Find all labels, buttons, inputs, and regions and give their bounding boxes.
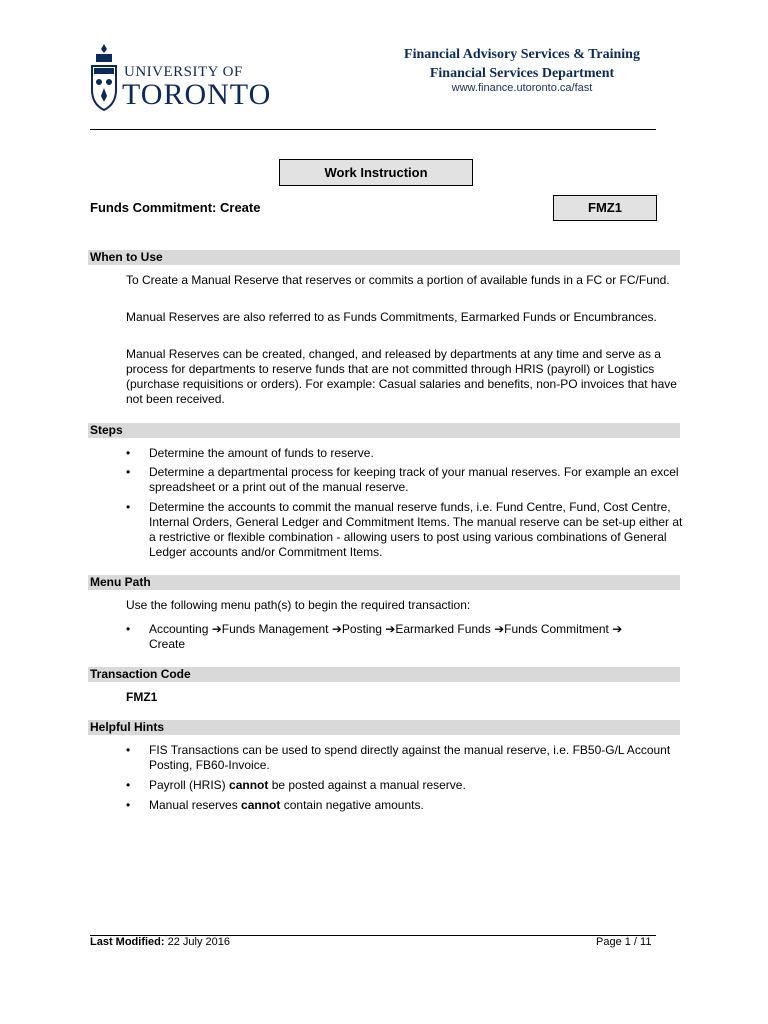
header-department: Financial Services Department <box>429 66 615 81</box>
page-number: Page 1 / 11 <box>596 936 652 948</box>
hint-text: be posted against a manual reserve. <box>268 778 466 792</box>
when-to-use-para-1: To Create a Manual Reserve that reserves or commits a portion of available funds in a FC or FC/Fund. <box>126 273 670 287</box>
arrow-right-icon: ➔ <box>612 622 623 636</box>
step-item: Determine a departmental process for keeping track of your manual reserves. For example an excel spreadsheet or a print out of the manual reserve. <box>149 465 679 494</box>
transaction-code-value: FMZ1 <box>126 690 158 704</box>
header-divider <box>90 129 656 130</box>
menu-path-step: Posting <box>341 622 382 636</box>
menu-path-step: Create <box>149 637 186 651</box>
last-modified <box>90 936 230 948</box>
section-when-to-use: When to Use <box>88 250 680 265</box>
menu-path-step: Accounting <box>149 622 209 636</box>
work-instruction-label: Work Instruction <box>279 159 473 186</box>
step-item: Determine the amount of funds to reserve. <box>149 446 374 460</box>
hint-emphasis: cannot <box>229 778 269 792</box>
section-transaction-code: Transaction Code <box>88 667 680 682</box>
menu-path-step: Funds Commitment <box>504 622 609 636</box>
last-modified-value: 22 July 2016 <box>167 936 231 948</box>
bullet-icon: • <box>126 622 131 636</box>
menu-path-intro: Use the following menu path(s) to begin the required transaction: <box>126 598 471 612</box>
hint-item <box>149 798 684 813</box>
menu-path-step: Funds Management <box>221 622 329 636</box>
bullet-icon: • <box>126 778 131 792</box>
bullet-icon: • <box>126 465 131 479</box>
hint-item <box>149 778 684 793</box>
university-logo <box>90 44 280 114</box>
when-to-use-para-2: Manual Reserves are also referred to as Funds Commitments, Earmarked Funds or Encumbrances. <box>126 310 657 324</box>
logo-toronto: TORONTO <box>122 78 272 111</box>
hint-item: FIS Transactions can be used to spend directly against the manual reserve, i.e. FB50-G/L Account Posting, FB60-Invoice. <box>149 743 671 772</box>
step-item: Determine the accounts to commit the manual reserve funds, i.e. Fund Centre, Fund, Cost Centre, Internal Orders, General Ledger and Commitment Items. The manual reserve can be set-up either at a restrictive or flexible combination - allowing users to post using various combinations of General Ledger accounts and/or Commitment Items. <box>149 500 683 559</box>
bullet-icon: • <box>126 446 131 460</box>
menu-path <box>149 622 684 652</box>
header-url[interactable]: www.finance.utoronto.ca/fast <box>451 82 593 94</box>
section-helpful-hints: Helpful Hints <box>88 720 680 735</box>
bullet-icon: • <box>126 798 131 812</box>
arrow-right-icon: ➔ <box>494 622 505 636</box>
arrow-right-icon: ➔ <box>331 622 342 636</box>
header-fast: Financial Advisory Services & Training <box>404 47 640 62</box>
bullet-icon: • <box>126 500 131 514</box>
logo-university-of: UNIVERSITY OF <box>124 64 243 80</box>
bullet-icon: • <box>126 743 131 757</box>
menu-path-step: Earmarked Funds <box>395 622 491 636</box>
arrow-right-icon: ➔ <box>211 622 222 636</box>
crest-icon <box>90 44 118 112</box>
document-title: Funds Commitment: Create <box>90 200 261 215</box>
section-menu-path: Menu Path <box>88 575 680 590</box>
last-modified-label: Last Modified: <box>90 936 165 948</box>
transaction-code-box: FMZ1 <box>553 195 657 221</box>
hint-text: Payroll (HRIS) <box>149 778 230 792</box>
hint-text: Manual reserves <box>149 798 242 812</box>
arrow-right-icon: ➔ <box>385 622 396 636</box>
when-to-use-para-3: Manual Reserves can be created, changed, and released by departments at any time and serve as a process for departments to reserve funds that are not committed through HRIS (payroll) or Logistics (purchase requisitions or orders). For example: Casual salaries and benefits, non-PO invoices that have not been received. <box>126 347 677 406</box>
section-steps: Steps <box>88 423 680 438</box>
hint-text: contain negative amounts. <box>280 798 424 812</box>
hint-emphasis: cannot <box>241 798 281 812</box>
